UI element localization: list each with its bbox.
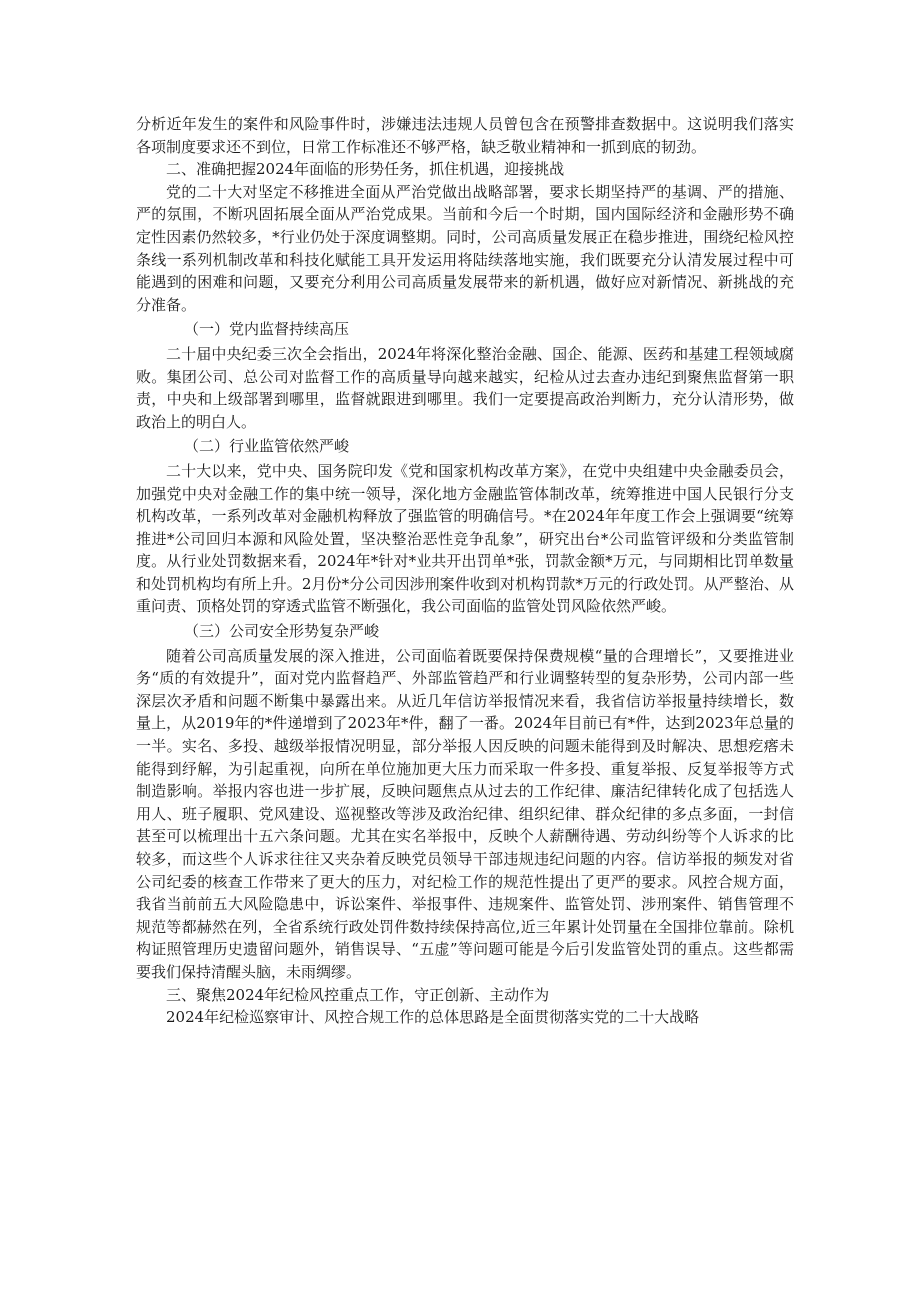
body-paragraph: 二十大以来，党中央、国务院印发《党和国家机构改革方案》，在党中央组建中央金融委员会，加强党中央对金融工作的集中统一领导，深化地方金融监管体制改革，统筹推进中国人民银行分支机构改革，一系列改革对金融机构释放了强监管的明确信号。*在2024年年度工作会上强调要“统筹推进*公司回归本源和风险处置，坚决整治恶性竞争乱象”，研究出台*公司监管评级和分类监管制度。从行业处罚数据来看，2024年*针对*业共开出罚单*张，罚款金额*万元，与同期相比罚单数量和处罚机构均有所上升。2月份*分公司因涉刑案件收到对机构罚款*万元的行政处罚。从严整治、从重问责、顶格处罚的穿透式监管不断强化，我公司面临的监管处罚风险依然严峻。 <box>136 461 794 616</box>
subsection-heading: （三）公司安全形势复杂严峻 <box>184 622 380 641</box>
section-heading: 二、准确把握2024年面临的形势任务，抓住机遇，迎接挑战 <box>166 160 565 179</box>
section-heading: 三、聚焦2024年纪检风控重点工作，守正创新、主动作为 <box>166 985 550 1004</box>
subsection-heading: （一）党内监督持续高压 <box>184 320 350 339</box>
body-paragraph: 党的二十大对坚定不移推进全面从严治党做出战略部署，要求长期坚持严的基调、严的措施、严的氛围，不断巩固拓展全面从严治党成果。当前和今后一个时期，国内国际经济和金融形势不确定性因素仍然较多，*行业仍处于深度调整期。同时，公司高质量发展正在稳步推进，围绕纪检风控条线一系列机制改革和科技化赋能工具开发运用将陆续落地实施，我们既要充分认清发展过程中可能遇到的困难和问题，又要充分利用公司高质量发展带来的新机遇，做好应对新情况、新挑战的充分准备。 <box>136 182 794 314</box>
subsection-heading: （二）行业监管依然严峻 <box>184 437 350 456</box>
body-paragraph: 分析近年发生的案件和风险事件时，涉嫌违法违规人员曾包含在预警排查数据中。这说明我们落实各项制度要求还不到位，日常工作标准还不够严格，缺乏敬业精神和一抓到底的韧劲。 <box>136 115 794 156</box>
body-paragraph: 2024年纪检巡察审计、风控合规工作的总体思路是全面贯彻落实党的二十大战略 <box>166 1008 700 1027</box>
body-paragraph: 随着公司高质量发展的深入推进，公司面临着既要保持保费规模“量的合理增长”，又要推进业务“质的有效提升”，面对党内监督趋严、外部监管趋严和行业调整转型的复杂形势，公司内部一些深层次矛盾和问题不断集中暴露出来。从近几年信访举报情况来看，我省信访举报量持续增长，数量上，从2019年的*件递增到了2023年*件，翻了一番。2024年目前已有*件，达到2023年总量的一半。实名、多投、越级举报情况明显，部分举报人因反映的问题未能得到及时解决、思想疙瘩未能得到纾解，为引起重视，向所在单位施加更大压力而采取一件多投、重复举报、反复举报等方式制造影响。举报内容也进一步扩展，反映问题焦点从过去的工作纪律、廉洁纪律转化成了包括选人用人、班子履职、党风建设、巡视整改等涉及政治纪律、组织纪律、群众纪律的多点多面，一封信甚至可以梳理出十五六条问题。尤其在实名举报中，反映个人薪酬待遇、劳动纠纷等个人诉求的比较多，而这些个人诉求往往又夹杂着反映党员领导干部违规违纪问题的内容。信访举报的频发对省公司纪委的核查工作带来了更大的压力，对纪检工作的规范性提出了更严的要求。风控合规方面，我省当前前五大风险隐患中，诉讼案件、举报事件、违规案件、监管处罚、涉刑案件、销售管理不规范等都赫然在列，全省系统行政处罚件数持续保持高位,近三年累计处罚量在全国排位靠前。除机构证照管理历史遗留问题外，销售误导、“五虚”等问题可能是今后引发监管处罚的重点。这些都需要我们保持清醒头脑，未雨绸缪。 <box>136 646 794 981</box>
body-paragraph: 二十届中央纪委三次全会指出，2024年将深化整治金融、国企、能源、医药和基建工程领域腐败。集团公司、总公司对监督工作的高质量导向越来越实，纪检从过去查办违纪到聚焦监督第一职责，中央和上级部署到哪里，监督就跟进到哪里。我们一定要提高政治判断力，充分认清形势，做政治上的明白人。 <box>136 344 794 431</box>
